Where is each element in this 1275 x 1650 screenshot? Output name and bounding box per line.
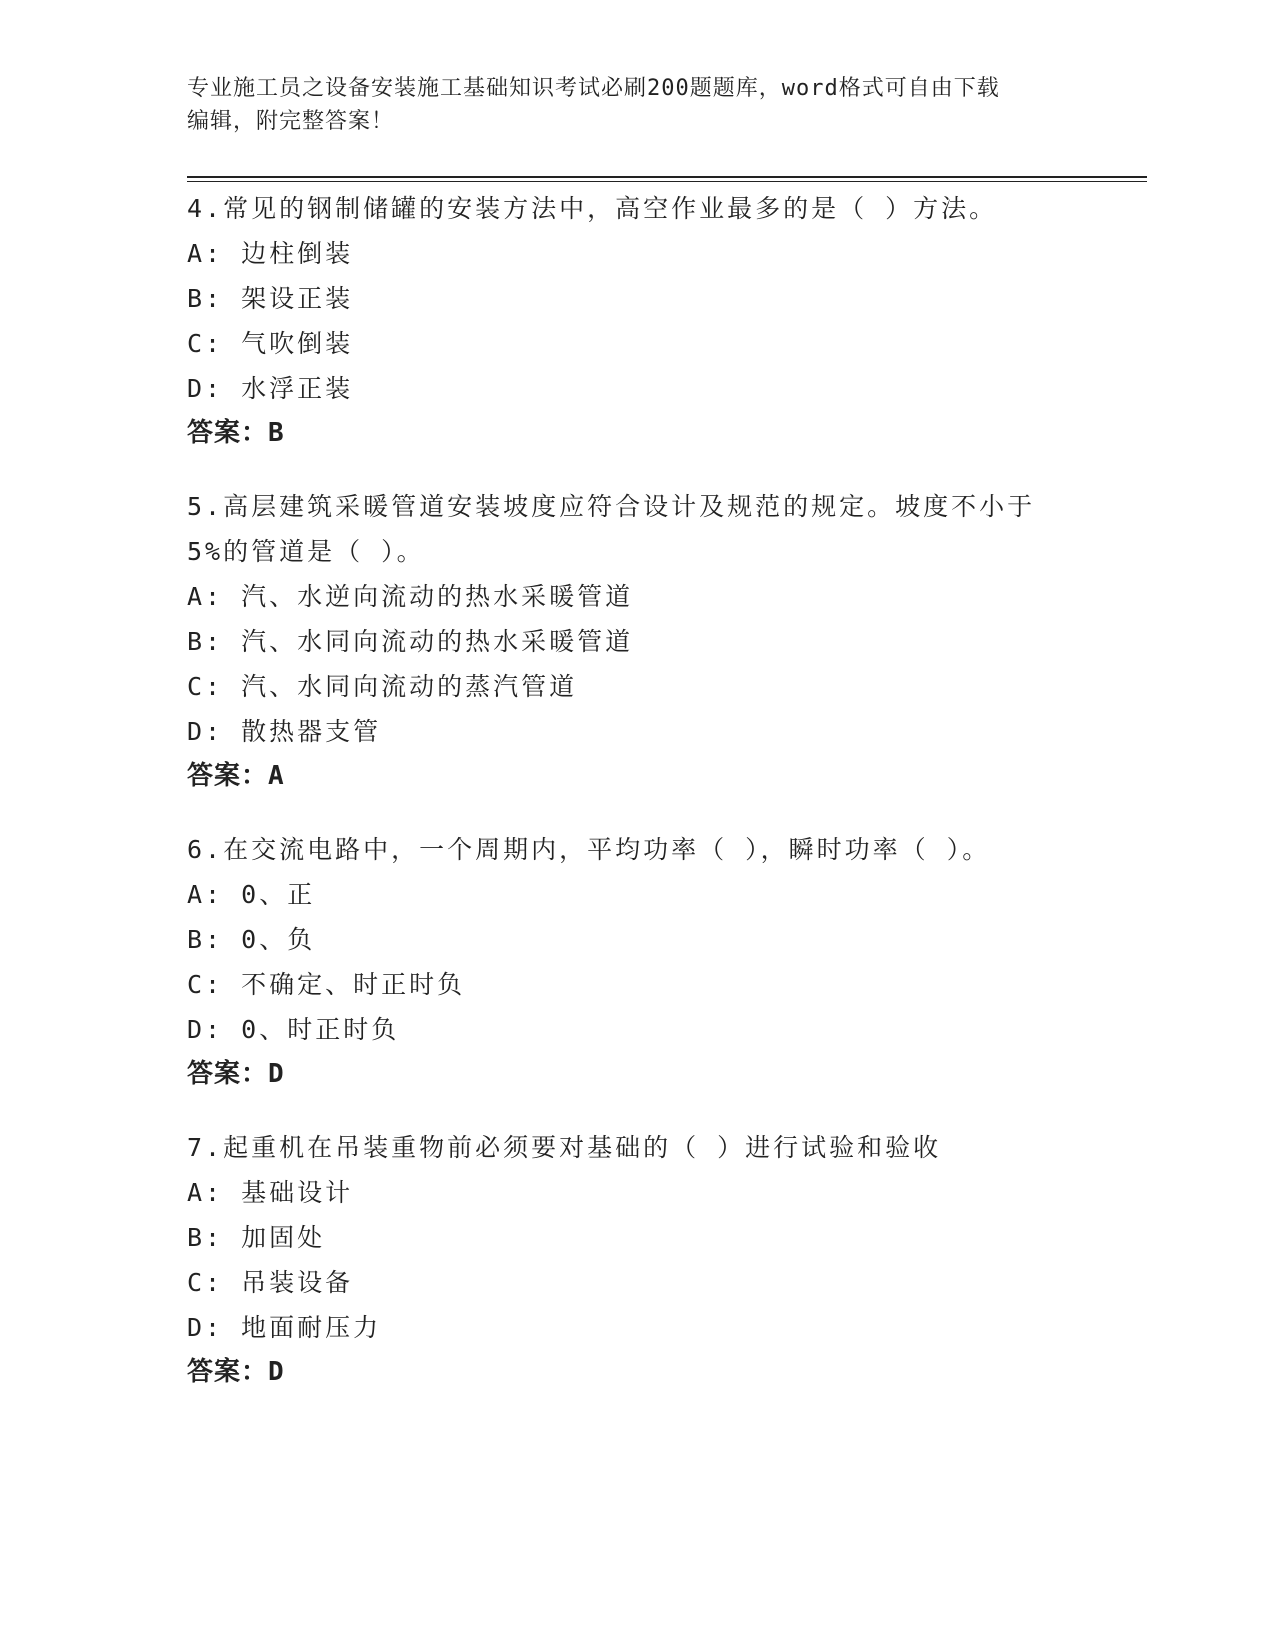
option-d: D: 散热器支管 bbox=[187, 717, 382, 746]
question-4 bbox=[187, 186, 1067, 456]
header-divider bbox=[187, 176, 1147, 182]
option-c: C: 吊装设备 bbox=[187, 1268, 354, 1297]
option-d: D: 地面耐压力 bbox=[187, 1313, 382, 1342]
question-list bbox=[187, 186, 1067, 1423]
option-c: C: 气吹倒装 bbox=[187, 329, 354, 358]
answer-label: 答案：B bbox=[187, 418, 285, 448]
option-b: B: 0、负 bbox=[187, 925, 316, 954]
question-7 bbox=[187, 1125, 1067, 1395]
question-stem: 4.常见的钢制储罐的安装方法中，高空作业最多的是（ ）方法。 bbox=[187, 194, 998, 223]
option-b: B: 加固处 bbox=[187, 1223, 326, 1252]
option-a: A: 基础设计 bbox=[187, 1178, 354, 1207]
option-a: A: 汽、水逆向流动的热水采暖管道 bbox=[187, 582, 634, 611]
option-c: C: 汽、水同向流动的蒸汽管道 bbox=[187, 672, 578, 701]
question-stem: 5.高层建筑采暖管道安装坡度应符合设计及规范的规定。坡度不小于 bbox=[187, 492, 1036, 521]
option-a: A: 边柱倒装 bbox=[187, 239, 354, 268]
header-title-line-1: 专业施工员之设备安装施工基础知识考试必刷200题题库，word格式可自由下载 bbox=[187, 76, 1000, 101]
question-stem: 6.在交流电路中，一个周期内，平均功率（ ），瞬时功率（ ）。 bbox=[187, 835, 991, 864]
question-stem: 7.起重机在吊装重物前必须要对基础的（ ）进行试验和验收 bbox=[187, 1133, 942, 1162]
question-stem-continued: 5%的管道是（ ）。 bbox=[187, 537, 425, 566]
answer-label: 答案：A bbox=[187, 761, 285, 791]
option-d: D: 水浮正装 bbox=[187, 374, 354, 403]
option-b: B: 汽、水同向流动的热水采暖管道 bbox=[187, 627, 634, 656]
option-a: A: 0、正 bbox=[187, 880, 316, 909]
document-header bbox=[187, 72, 1067, 138]
answer-label: 答案：D bbox=[187, 1357, 285, 1387]
question-5 bbox=[187, 484, 1067, 799]
question-6 bbox=[187, 827, 1067, 1097]
option-c: C: 不确定、时正时负 bbox=[187, 970, 466, 999]
option-b: B: 架设正装 bbox=[187, 284, 354, 313]
header-title-line-2: 编辑，附完整答案！ bbox=[187, 109, 395, 134]
option-d: D: 0、时正时负 bbox=[187, 1015, 400, 1044]
answer-label: 答案：D bbox=[187, 1059, 285, 1089]
